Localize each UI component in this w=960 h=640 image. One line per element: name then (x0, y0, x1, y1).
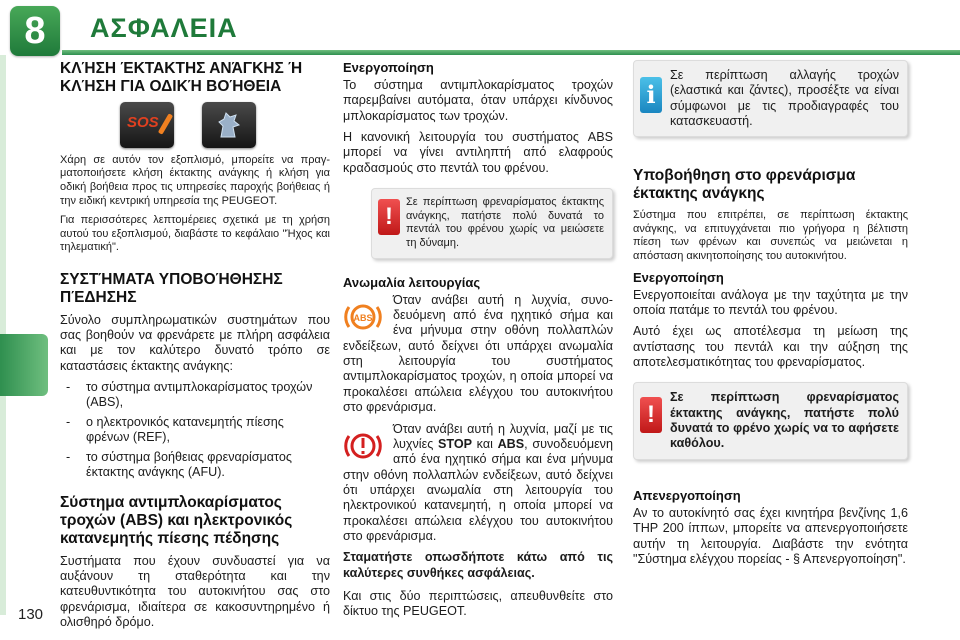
deactivation-heading: Απενεργοποίηση (633, 487, 741, 503)
sos-label: SOS (127, 113, 159, 131)
emergency-call-heading: ΚΛΉΣΗ ΈΚΤΑΚΤΗΣ ΑΝΆΓΚΗΣ Ή ΚΛΉΣΗ ΓΙΑ ΟΔΙΚΉ ΒΟΉΘΕΙΑ (60, 60, 303, 95)
abs-label: ABS (497, 436, 525, 451)
emergency-brake-warning-text: Σε περίπτωση φρεναρίσματος έκτακτης ανάγκης, πατήστε πολύ δυνατά το φρένο χωρίς να το αφήσετε καθόλου. (670, 390, 899, 451)
abs-text: Συστήματα που έχουν συνδυαστεί για να αυξάνουν τη σταθερότητα και την κατευθυντικότητα του αυτοκινήτου σας στο φρενάρισμα, ιδιαίτερα σε κακοσυντηρημένο ή ολισθηρό δρόμο. (60, 553, 330, 630)
abs-light-label: ABS (353, 312, 373, 323)
activation-text-2: Η κανονική λειτουργία του συστήματος ABS μπορεί να γίνει αντιληπτή από ελαφρούς κραδασμούς στο πεντάλ του φρένου. (343, 130, 613, 175)
activation-heading: Ενεργοποίηση (343, 60, 434, 75)
column-left (60, 60, 330, 636)
emergency-brake-activation-text-1: Ενεργοποιείται ανάλογα με την ταχύτητα με την οποία πατάμε το πεντάλ του φρένου. (633, 287, 908, 317)
warning-exclamation-icon: ! (378, 199, 400, 235)
chapter-side-tab (0, 334, 48, 396)
list-item: - ο ηλεκτρονικός κατανεμητής πίεσης φρένων (REF), (60, 415, 330, 446)
info-box-text: Σε περίπτωση αλλαγής τροχών (ελαστικά και ζάντες), προσέξτε να είναι σύμφωνοι με τις προδιαγραφές του κατασκευαστή. (670, 68, 899, 129)
malfunction-heading: Ανωμαλία λειτουργίας (343, 274, 481, 290)
chapter-title: ΑΣΦΑΛΕΙΑ (90, 13, 238, 43)
malfunction-text-2a: Όταν ανάβει αυτή η λυχνία, μαζί με τις λυχνίες (393, 421, 613, 451)
contact-text: Και στις δύο περιπτώσεις, απευθυνθείτε στο δίκτυο της PEUGEOT. (343, 589, 613, 619)
braking-systems-intro: Σύνολο συμπληρωματικών συστημάτων που σας βοηθούν να φρενάρετε με πλήρη ασφάλεια και με τον καλύτερο δυνατό τρόπο σε καταστάσεις έκτακτης ανάγκης: (60, 312, 330, 373)
emergency-brake-activation-text-2: Αυτό έχει ως αποτέλεσμα τη μείωση της αντίστασης του πεντάλ και την αύξηση της αποτελεσματικότητας του φρεναρίσματος. (633, 324, 908, 369)
emergency-brake-warning-box (633, 382, 908, 459)
emergency-brake-heading: Υποβοήθηση στο φρενάρισμα έκτακτης ανάγκης (633, 167, 856, 203)
activation-text-1: Το σύστημα αντιμπλοκαρίσματος τροχών παρεμβαίνει αυτόματα, όταν υπάρχει κίνδυνος μπλοκαρίσματος των τροχών. (343, 78, 613, 123)
lion-icon (215, 110, 243, 140)
info-icon: i (640, 77, 662, 113)
page-number: 130 (18, 606, 44, 623)
column-right (633, 60, 908, 573)
and-label: και (472, 436, 498, 451)
peugeot-lion-button-icon (202, 102, 256, 148)
column-middle (343, 60, 613, 626)
emergency-call-text: Χάρη σε αυτόν τον εξοπλισμό, μπορείτε να πραγματοποιήσετε κλήση έκτακτης ανάγκης ή κλήση για οδική βοήθεια προς τις υπηρεσίες παροχής βοήθειας ή την ειδική κεντρική υπηρεσία της PEUGEOT. (60, 153, 330, 207)
warning-box (371, 188, 613, 259)
deactivation-text: Αν το αυτοκίνητό σας έχει κινητήρα βενζίνης 1,6 THP 200 ίππων, μπορείτε να απενεργοποιήσετε αυτήν τη λειτουργία. Διαβάστε την ενότητα "Σύστημα ελέγχου πορείας - § Απενεργοποίηση". (633, 505, 908, 566)
braking-systems-heading: ΣΥΣΤΉΜΑΤΑ ΥΠΟΒΟΉΘΗΣΗΣ ΠΈΔΗΣΗΣ (60, 271, 283, 306)
malfunction-text-1: Όταν ανάβει αυτή η λυχνία, συνοδευόμενη από ένα ηχητικό σήμα και ένα μήνυμα στην οθόνη πολλαπλών ενδείξεων, αυτό δείχνει ότι υπάρχει ανωμαλία στη λειτουργία του συστήματος αντιμπλοκαρίσματος τροχών, η οποία μπορεί να προκαλέσει απώλεια ελέγχου του αυτοκινήτου στο φρενάρισμα. (343, 292, 613, 415)
emergency-brake-text: Σύστημα που επιτρέπει, σε περίπτωση έκτακτης ανάγκης, να επιτυγχάνεται πιο γρήγορα η βέλτιστη πίεση των φρένων και συνεπώς να μειώνεται η απόσταση ακινητοποίησης του αυτοκινήτου. (633, 209, 908, 262)
malfunction-text-2b: , συνοδευόμενη από ένα ηχητικό σήμα και ένα μήνυμα στην οθόνη πολλαπλών ενδείξεων, αυτό δείχνει ότι υπάρχει ανωμαλία στη λειτουργία του ηλεκτρονικού κατανεμητή, η οποία μπορεί να προκαλέσει απώλεια ελέγχου του αυτοκινήτου στο φρενάρισμα. (343, 436, 613, 544)
wrench-icon (158, 113, 173, 135)
stop-warning-light-icon (343, 426, 383, 466)
sos-button-icon (120, 102, 174, 148)
list-item: - το σύστημα βοήθειας φρεναρίσματος έκτακτης ανάγκης (AFU). (60, 450, 330, 481)
info-box (633, 60, 908, 137)
braking-systems-list (60, 380, 330, 480)
emergency-brake-activation-heading: Ενεργοποίηση (633, 269, 724, 285)
warning-box-text: Σε περίπτωση φρεναρίσματος έκτακτης ανάγκης, πατήστε πολύ δυνατά το πεντάλ του φρένου χωρίς να μειώσετε τη δύναμη. (406, 196, 604, 250)
abs-heading: Σύστημα αντιμπλοκαρίσματος τροχών (ABS) και ηλεκτρονικός κατανεμητής πίεσης πέδησης (60, 494, 293, 547)
list-item: - το σύστημα αντιμπλοκαρίσματος τροχών (ABS), (60, 380, 330, 411)
header-rule (62, 50, 960, 55)
abs-warning-light-icon (343, 297, 383, 337)
emergency-buttons (120, 102, 330, 148)
chapter-number-tab: 8 (10, 6, 60, 56)
malfunction-text-2 (343, 422, 613, 545)
emergency-call-more: Για περισσότερες λεπτομέρειες σχετικά με τη χρήση αυτού του εξοπλισμού, διαβάστε το κεφάλαιο "Ήχος και τηλεματική". (60, 214, 330, 254)
stop-label: STOP (437, 436, 473, 451)
stop-note: Σταματήστε οπωσδήποτε κάτω από τις καλύτερες συνθήκες ασφάλειας. (343, 550, 613, 580)
warning-exclamation-icon: ! (640, 397, 662, 433)
